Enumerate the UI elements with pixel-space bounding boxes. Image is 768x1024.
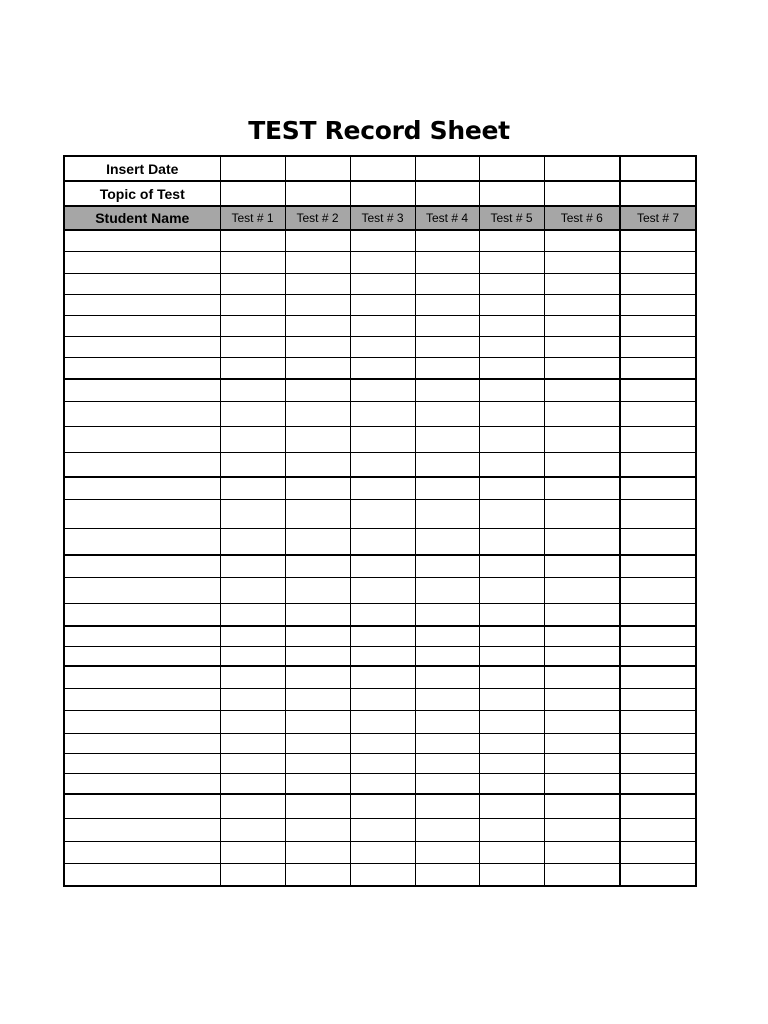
score-cell[interactable] bbox=[220, 863, 285, 886]
score-cell[interactable] bbox=[285, 477, 350, 499]
score-cell[interactable] bbox=[220, 710, 285, 733]
score-cell[interactable] bbox=[479, 379, 544, 401]
test-3-header: Test # 3 bbox=[350, 206, 415, 230]
score-cell[interactable] bbox=[620, 294, 696, 315]
score-cell[interactable] bbox=[479, 273, 544, 294]
score-cell[interactable] bbox=[350, 499, 415, 528]
test-6-header: Test # 6 bbox=[544, 206, 620, 230]
score-cell[interactable] bbox=[479, 577, 544, 603]
score-cell[interactable] bbox=[350, 577, 415, 603]
score-cell[interactable] bbox=[544, 688, 620, 710]
score-cell[interactable] bbox=[620, 251, 696, 273]
score-cell[interactable] bbox=[620, 646, 696, 666]
score-cell[interactable] bbox=[220, 251, 285, 273]
score-cell[interactable] bbox=[415, 273, 479, 294]
score-cell[interactable] bbox=[620, 773, 696, 794]
student-name-cell[interactable] bbox=[64, 666, 220, 688]
score-cell[interactable] bbox=[620, 555, 696, 577]
score-cell[interactable] bbox=[620, 818, 696, 841]
score-cell[interactable] bbox=[479, 477, 544, 499]
student-row bbox=[64, 603, 696, 626]
student-row bbox=[64, 379, 696, 401]
score-cell[interactable] bbox=[285, 666, 350, 688]
score-cell[interactable] bbox=[479, 315, 544, 336]
student-name-cell[interactable] bbox=[64, 336, 220, 357]
score-cell[interactable] bbox=[415, 336, 479, 357]
student-name-cell[interactable] bbox=[64, 294, 220, 315]
student-name-cell[interactable] bbox=[64, 753, 220, 773]
date-cell[interactable] bbox=[220, 156, 285, 181]
score-cell[interactable] bbox=[285, 773, 350, 794]
score-cell[interactable] bbox=[415, 426, 479, 452]
score-cell[interactable] bbox=[415, 401, 479, 426]
score-cell[interactable] bbox=[620, 315, 696, 336]
student-row bbox=[64, 710, 696, 733]
score-cell[interactable] bbox=[620, 863, 696, 886]
score-cell[interactable] bbox=[620, 452, 696, 477]
score-cell[interactable] bbox=[285, 794, 350, 818]
score-cell[interactable] bbox=[479, 773, 544, 794]
score-cell[interactable] bbox=[285, 452, 350, 477]
topic-of-test-label: Topic of Test bbox=[64, 181, 220, 206]
date-cell[interactable] bbox=[415, 156, 479, 181]
score-cell[interactable] bbox=[350, 251, 415, 273]
score-cell[interactable] bbox=[350, 528, 415, 555]
score-cell[interactable] bbox=[350, 477, 415, 499]
date-cell[interactable] bbox=[544, 156, 620, 181]
student-name-cell[interactable] bbox=[64, 477, 220, 499]
score-cell[interactable] bbox=[220, 773, 285, 794]
score-cell[interactable] bbox=[620, 401, 696, 426]
score-cell[interactable] bbox=[620, 753, 696, 773]
student-name-cell[interactable] bbox=[64, 646, 220, 666]
score-cell[interactable] bbox=[220, 603, 285, 626]
topic-cell[interactable] bbox=[350, 181, 415, 206]
score-cell[interactable] bbox=[220, 294, 285, 315]
score-cell[interactable] bbox=[350, 357, 415, 379]
header-row bbox=[64, 206, 696, 230]
score-cell[interactable] bbox=[350, 273, 415, 294]
student-name-cell[interactable] bbox=[64, 733, 220, 753]
score-cell[interactable] bbox=[415, 477, 479, 499]
score-cell[interactable] bbox=[220, 528, 285, 555]
score-cell[interactable] bbox=[544, 251, 620, 273]
student-row bbox=[64, 577, 696, 603]
student-name-cell[interactable] bbox=[64, 528, 220, 555]
topic-cell[interactable] bbox=[220, 181, 285, 206]
student-row bbox=[64, 336, 696, 357]
score-cell[interactable] bbox=[544, 273, 620, 294]
score-cell[interactable] bbox=[220, 477, 285, 499]
score-cell[interactable] bbox=[285, 336, 350, 357]
score-cell[interactable] bbox=[220, 230, 285, 251]
score-cell[interactable] bbox=[415, 794, 479, 818]
student-row bbox=[64, 794, 696, 818]
score-cell[interactable] bbox=[285, 528, 350, 555]
score-cell[interactable] bbox=[220, 426, 285, 452]
score-cell[interactable] bbox=[620, 710, 696, 733]
score-cell[interactable] bbox=[479, 863, 544, 886]
student-row bbox=[64, 357, 696, 379]
score-cell[interactable] bbox=[544, 499, 620, 528]
date-cell[interactable] bbox=[350, 156, 415, 181]
test-1-header: Test # 1 bbox=[220, 206, 285, 230]
score-cell[interactable] bbox=[479, 294, 544, 315]
sheet-title: TEST Record Sheet bbox=[248, 116, 510, 145]
score-cell[interactable] bbox=[285, 273, 350, 294]
score-cell[interactable] bbox=[544, 773, 620, 794]
student-name-cell[interactable] bbox=[64, 841, 220, 863]
topic-of-test-row bbox=[64, 181, 696, 206]
student-name-cell[interactable] bbox=[64, 251, 220, 273]
score-cell[interactable] bbox=[285, 426, 350, 452]
score-cell[interactable] bbox=[479, 251, 544, 273]
student-name-cell[interactable] bbox=[64, 773, 220, 794]
score-cell[interactable] bbox=[285, 863, 350, 886]
student-row bbox=[64, 251, 696, 273]
score-cell[interactable] bbox=[415, 555, 479, 577]
score-cell[interactable] bbox=[415, 315, 479, 336]
score-cell[interactable] bbox=[479, 401, 544, 426]
score-cell[interactable] bbox=[415, 603, 479, 626]
score-cell[interactable] bbox=[479, 710, 544, 733]
score-cell[interactable] bbox=[415, 230, 479, 251]
score-cell[interactable] bbox=[220, 499, 285, 528]
score-cell[interactable] bbox=[415, 818, 479, 841]
score-cell[interactable] bbox=[620, 603, 696, 626]
score-cell[interactable] bbox=[220, 555, 285, 577]
score-cell[interactable] bbox=[479, 733, 544, 753]
score-cell[interactable] bbox=[544, 477, 620, 499]
score-cell[interactable] bbox=[285, 379, 350, 401]
score-cell[interactable] bbox=[350, 336, 415, 357]
student-row bbox=[64, 273, 696, 294]
student-row bbox=[64, 841, 696, 863]
score-cell[interactable] bbox=[350, 401, 415, 426]
score-cell[interactable] bbox=[479, 555, 544, 577]
student-row bbox=[64, 773, 696, 794]
score-cell[interactable] bbox=[350, 688, 415, 710]
score-cell[interactable] bbox=[350, 452, 415, 477]
score-cell[interactable] bbox=[220, 357, 285, 379]
score-cell[interactable] bbox=[620, 499, 696, 528]
score-cell[interactable] bbox=[620, 841, 696, 863]
score-cell[interactable] bbox=[350, 426, 415, 452]
score-cell[interactable] bbox=[544, 379, 620, 401]
score-cell[interactable] bbox=[620, 688, 696, 710]
test-5-header: Test # 5 bbox=[479, 206, 544, 230]
score-cell[interactable] bbox=[350, 841, 415, 863]
score-cell[interactable] bbox=[544, 401, 620, 426]
score-cell[interactable] bbox=[285, 315, 350, 336]
score-cell[interactable] bbox=[479, 646, 544, 666]
score-cell[interactable] bbox=[479, 794, 544, 818]
score-cell[interactable] bbox=[415, 666, 479, 688]
score-cell[interactable] bbox=[620, 336, 696, 357]
score-cell[interactable] bbox=[285, 688, 350, 710]
score-cell[interactable] bbox=[544, 230, 620, 251]
score-cell[interactable] bbox=[285, 294, 350, 315]
score-cell[interactable] bbox=[544, 753, 620, 773]
score-cell[interactable] bbox=[479, 230, 544, 251]
score-cell[interactable] bbox=[620, 577, 696, 603]
score-cell[interactable] bbox=[479, 626, 544, 646]
score-cell[interactable] bbox=[415, 499, 479, 528]
student-name-cell[interactable] bbox=[64, 688, 220, 710]
date-cell[interactable] bbox=[620, 156, 696, 181]
score-cell[interactable] bbox=[220, 336, 285, 357]
score-cell[interactable] bbox=[620, 230, 696, 251]
student-name-cell[interactable] bbox=[64, 426, 220, 452]
score-cell[interactable] bbox=[220, 646, 285, 666]
student-row bbox=[64, 688, 696, 710]
score-cell[interactable] bbox=[544, 818, 620, 841]
score-cell[interactable] bbox=[285, 753, 350, 773]
score-cell[interactable] bbox=[479, 666, 544, 688]
student-name-cell[interactable] bbox=[64, 357, 220, 379]
score-cell[interactable] bbox=[415, 528, 479, 555]
score-cell[interactable] bbox=[479, 603, 544, 626]
score-cell[interactable] bbox=[285, 499, 350, 528]
score-cell[interactable] bbox=[620, 477, 696, 499]
score-cell[interactable] bbox=[220, 753, 285, 773]
student-name-cell[interactable] bbox=[64, 603, 220, 626]
score-cell[interactable] bbox=[220, 666, 285, 688]
score-cell[interactable] bbox=[544, 315, 620, 336]
student-row bbox=[64, 499, 696, 528]
insert-date-row bbox=[64, 156, 696, 181]
test-7-header: Test # 7 bbox=[620, 206, 696, 230]
student-name-cell[interactable] bbox=[64, 626, 220, 646]
student-row bbox=[64, 733, 696, 753]
topic-cell[interactable] bbox=[415, 181, 479, 206]
score-cell[interactable] bbox=[479, 528, 544, 555]
student-row bbox=[64, 753, 696, 773]
student-row bbox=[64, 818, 696, 841]
student-row bbox=[64, 477, 696, 499]
score-cell[interactable] bbox=[415, 251, 479, 273]
score-cell[interactable] bbox=[220, 315, 285, 336]
score-cell[interactable] bbox=[220, 379, 285, 401]
student-row bbox=[64, 863, 696, 886]
score-cell[interactable] bbox=[544, 426, 620, 452]
score-cell[interactable] bbox=[350, 555, 415, 577]
score-cell[interactable] bbox=[415, 710, 479, 733]
score-cell[interactable] bbox=[415, 773, 479, 794]
student-name-cell[interactable] bbox=[64, 863, 220, 886]
score-cell[interactable] bbox=[479, 818, 544, 841]
student-name-cell[interactable] bbox=[64, 379, 220, 401]
student-row bbox=[64, 230, 696, 251]
score-cell[interactable] bbox=[620, 626, 696, 646]
score-cell[interactable] bbox=[544, 863, 620, 886]
record-table bbox=[63, 155, 697, 887]
score-cell[interactable] bbox=[415, 841, 479, 863]
score-cell[interactable] bbox=[544, 794, 620, 818]
score-cell[interactable] bbox=[350, 646, 415, 666]
score-cell[interactable] bbox=[620, 528, 696, 555]
score-cell[interactable] bbox=[350, 379, 415, 401]
student-name-cell[interactable] bbox=[64, 794, 220, 818]
score-cell[interactable] bbox=[285, 841, 350, 863]
student-row bbox=[64, 528, 696, 555]
score-cell[interactable] bbox=[285, 733, 350, 753]
student-name-cell[interactable] bbox=[64, 577, 220, 603]
date-cell[interactable] bbox=[285, 156, 350, 181]
score-cell[interactable] bbox=[415, 733, 479, 753]
score-cell[interactable] bbox=[350, 733, 415, 753]
score-cell[interactable] bbox=[479, 336, 544, 357]
score-cell[interactable] bbox=[220, 818, 285, 841]
score-cell[interactable] bbox=[350, 666, 415, 688]
score-cell[interactable] bbox=[285, 555, 350, 577]
student-row bbox=[64, 626, 696, 646]
score-cell[interactable] bbox=[285, 230, 350, 251]
student-name-header: Student Name bbox=[64, 206, 220, 230]
score-cell[interactable] bbox=[220, 841, 285, 863]
score-cell[interactable] bbox=[285, 710, 350, 733]
score-cell[interactable] bbox=[350, 794, 415, 818]
topic-cell[interactable] bbox=[479, 181, 544, 206]
date-cell[interactable] bbox=[479, 156, 544, 181]
score-cell[interactable] bbox=[544, 626, 620, 646]
score-cell[interactable] bbox=[220, 626, 285, 646]
student-row bbox=[64, 646, 696, 666]
score-cell[interactable] bbox=[544, 710, 620, 733]
score-cell[interactable] bbox=[285, 818, 350, 841]
student-row bbox=[64, 294, 696, 315]
score-cell[interactable] bbox=[220, 273, 285, 294]
score-cell[interactable] bbox=[544, 603, 620, 626]
student-name-cell[interactable] bbox=[64, 273, 220, 294]
student-name-cell[interactable] bbox=[64, 710, 220, 733]
score-cell[interactable] bbox=[285, 603, 350, 626]
score-cell[interactable] bbox=[415, 357, 479, 379]
score-cell[interactable] bbox=[415, 379, 479, 401]
score-cell[interactable] bbox=[620, 794, 696, 818]
score-cell[interactable] bbox=[415, 294, 479, 315]
score-cell[interactable] bbox=[479, 753, 544, 773]
score-cell[interactable] bbox=[479, 426, 544, 452]
score-cell[interactable] bbox=[544, 666, 620, 688]
student-name-cell[interactable] bbox=[64, 230, 220, 251]
student-name-cell[interactable] bbox=[64, 499, 220, 528]
student-name-cell[interactable] bbox=[64, 555, 220, 577]
score-cell[interactable] bbox=[544, 646, 620, 666]
score-cell[interactable] bbox=[350, 753, 415, 773]
score-cell[interactable] bbox=[350, 230, 415, 251]
score-cell[interactable] bbox=[220, 794, 285, 818]
student-name-cell[interactable] bbox=[64, 818, 220, 841]
score-cell[interactable] bbox=[285, 626, 350, 646]
student-row bbox=[64, 452, 696, 477]
student-row bbox=[64, 401, 696, 426]
insert-date-label: Insert Date bbox=[64, 156, 220, 181]
score-cell[interactable] bbox=[220, 733, 285, 753]
student-row bbox=[64, 426, 696, 452]
score-cell[interactable] bbox=[544, 528, 620, 555]
score-cell[interactable] bbox=[544, 294, 620, 315]
score-cell[interactable] bbox=[479, 688, 544, 710]
score-cell[interactable] bbox=[479, 499, 544, 528]
score-cell[interactable] bbox=[350, 863, 415, 886]
topic-cell[interactable] bbox=[285, 181, 350, 206]
student-row bbox=[64, 666, 696, 688]
student-row bbox=[64, 555, 696, 577]
score-cell[interactable] bbox=[415, 577, 479, 603]
score-cell[interactable] bbox=[544, 577, 620, 603]
score-cell[interactable] bbox=[350, 294, 415, 315]
score-cell[interactable] bbox=[479, 452, 544, 477]
student-name-cell[interactable] bbox=[64, 401, 220, 426]
score-cell[interactable] bbox=[479, 841, 544, 863]
test-4-header: Test # 4 bbox=[415, 206, 479, 230]
score-cell[interactable] bbox=[285, 251, 350, 273]
score-cell[interactable] bbox=[220, 401, 285, 426]
score-cell[interactable] bbox=[544, 452, 620, 477]
score-cell[interactable] bbox=[544, 555, 620, 577]
score-cell[interactable] bbox=[544, 733, 620, 753]
test-2-header: Test # 2 bbox=[285, 206, 350, 230]
score-cell[interactable] bbox=[285, 401, 350, 426]
topic-cell[interactable] bbox=[544, 181, 620, 206]
score-cell[interactable] bbox=[620, 273, 696, 294]
score-cell[interactable] bbox=[350, 315, 415, 336]
score-cell[interactable] bbox=[415, 753, 479, 773]
score-cell[interactable] bbox=[285, 646, 350, 666]
score-cell[interactable] bbox=[620, 426, 696, 452]
score-cell[interactable] bbox=[415, 863, 479, 886]
score-cell[interactable] bbox=[285, 357, 350, 379]
score-cell[interactable] bbox=[220, 452, 285, 477]
topic-cell[interactable] bbox=[620, 181, 696, 206]
score-cell[interactable] bbox=[415, 452, 479, 477]
student-name-cell[interactable] bbox=[64, 452, 220, 477]
score-cell[interactable] bbox=[350, 773, 415, 794]
student-row bbox=[64, 315, 696, 336]
score-cell[interactable] bbox=[285, 577, 350, 603]
score-cell[interactable] bbox=[620, 379, 696, 401]
score-cell[interactable] bbox=[544, 357, 620, 379]
score-cell[interactable] bbox=[620, 357, 696, 379]
score-cell[interactable] bbox=[415, 688, 479, 710]
score-cell[interactable] bbox=[350, 818, 415, 841]
score-cell[interactable] bbox=[350, 710, 415, 733]
score-cell[interactable] bbox=[350, 626, 415, 646]
score-cell[interactable] bbox=[415, 626, 479, 646]
score-cell[interactable] bbox=[544, 841, 620, 863]
score-cell[interactable] bbox=[479, 357, 544, 379]
score-cell[interactable] bbox=[620, 733, 696, 753]
score-cell[interactable] bbox=[220, 688, 285, 710]
student-name-cell[interactable] bbox=[64, 315, 220, 336]
score-cell[interactable] bbox=[415, 646, 479, 666]
score-cell[interactable] bbox=[350, 603, 415, 626]
score-cell[interactable] bbox=[544, 336, 620, 357]
score-cell[interactable] bbox=[220, 577, 285, 603]
score-cell[interactable] bbox=[620, 666, 696, 688]
